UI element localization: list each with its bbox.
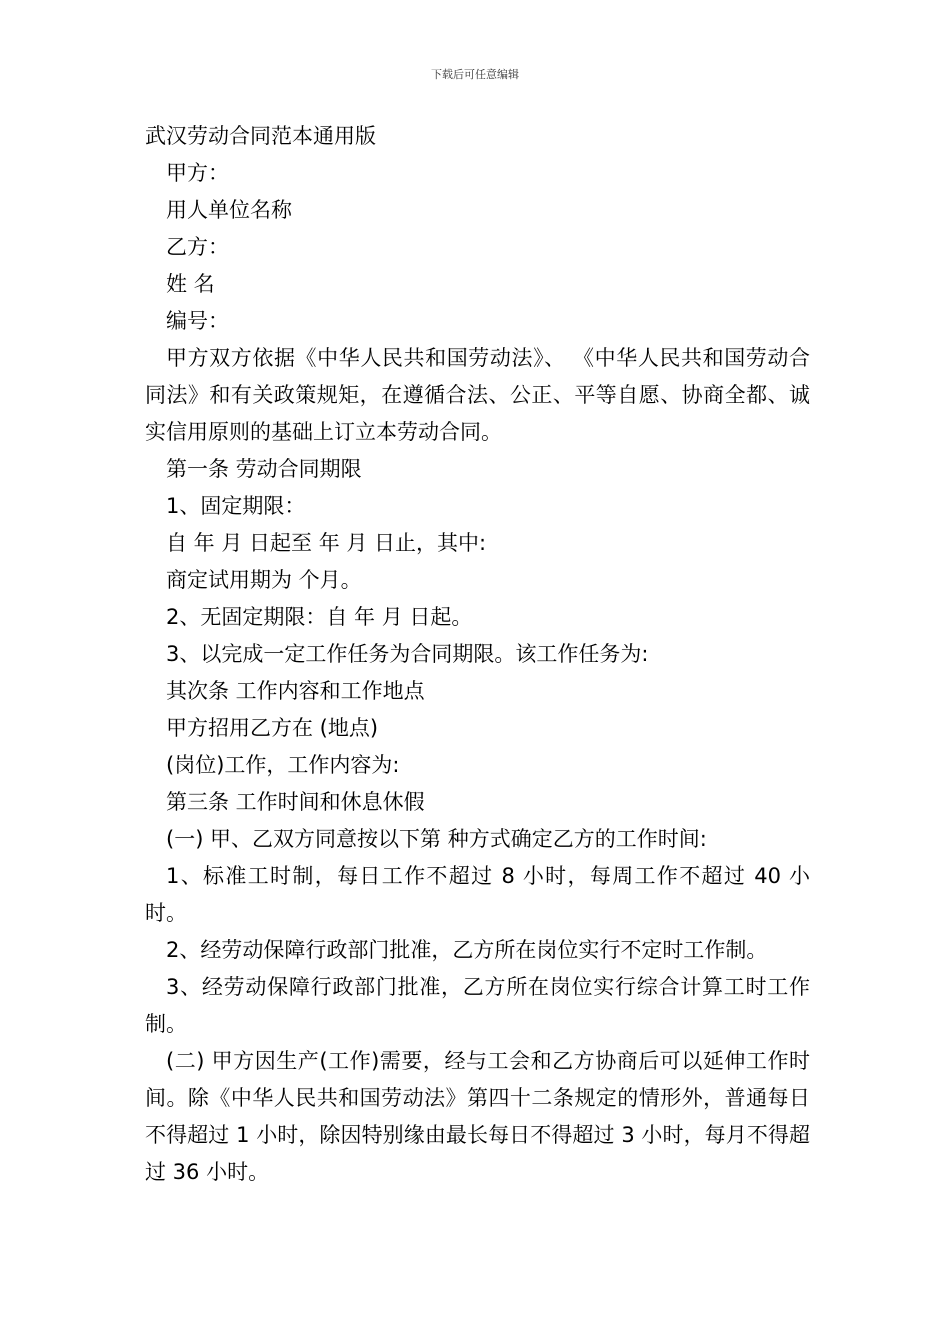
article-3-section-2: (二) 甲方因生产(工作)需要，经与工会和乙方协商后可以延伸工作时间。除《中华人民共和国劳动法》第四十二条规定的情形外，普通每日不得超过 1 小时，除因特别缘由最长每日不得超过 3 小时，每月不得超过 36 小时。 <box>145 1049 810 1184</box>
article-1-trial-period: 商定试用期为 个月。 <box>166 568 362 592</box>
article-3-section-1-item-3: 3、经劳动保障行政部门批准，乙方所在岗位实行综合计算工时工作制。 <box>145 975 810 1036</box>
document-title: 武汉劳动合同范本通用版 <box>145 124 376 148</box>
article-1-title: 第一条 劳动合同期限 <box>166 457 362 481</box>
employer-name-label: 用人单位名称 <box>166 198 292 222</box>
article-1-item-1: 1、固定期限： <box>166 494 306 518</box>
party-a-label: 甲方： <box>166 161 229 185</box>
party-b-label: 乙方： <box>166 235 229 259</box>
article-3-section-1-item-2: 2、经劳动保障行政部门批准，乙方所在岗位实行不定时工作制。 <box>166 938 768 962</box>
article-2-post: (岗位)工作，工作内容为: <box>166 753 400 777</box>
article-1-item-1-detail: 自 年 月 日起至 年 月 日止，其中: <box>166 531 487 555</box>
article-2-location: 甲方招用乙方在 (地点) <box>166 716 379 740</box>
name-label: 姓 名 <box>166 272 215 296</box>
article-2-title: 其次条 工作内容和工作地点 <box>166 679 425 703</box>
article-3-section-1-item-1: 1、标准工时制，每日工作不超过 8 小时，每周工作不超过 40 小时。 <box>145 864 810 925</box>
header-note: 下载后可任意编辑 <box>431 68 519 81</box>
article-1-item-3: 3、以完成一定工作任务为合同期限。该工作任务为: <box>166 642 649 666</box>
article-1-item-2: 2、无固定期限：自 年 月 日起。 <box>166 605 473 629</box>
article-3-title: 第三条 工作时间和休息休假 <box>166 790 425 814</box>
article-3-section-1: (一) 甲、乙双方同意按以下第 种方式确定乙方的工作时间: <box>166 827 707 851</box>
preamble-paragraph: 甲方双方依据《中华人民共和国劳动法》、 《中华人民共和国劳动合同法》和有关政策规矩，在遵循合法、公正、平等自愿、协商全都、诚实信用原则的基础上订立本劳动合同。 <box>145 346 810 444</box>
number-label: 编号： <box>166 309 229 333</box>
document-body <box>145 118 810 1191</box>
